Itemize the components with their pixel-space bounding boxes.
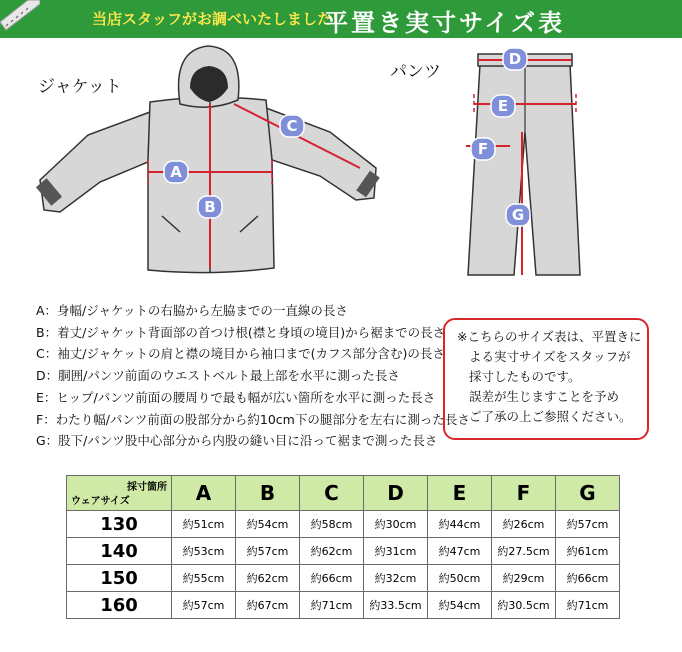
marker-b <box>198 196 222 218</box>
measurement-markers <box>0 0 682 300</box>
corner-size-label: ウェアサイズ <box>71 496 130 507</box>
value-cell: 約66cm <box>300 565 364 592</box>
table-row <box>67 592 620 619</box>
value-cell: 約33.5cm <box>364 592 428 619</box>
value-cell: 約58cm <box>300 511 364 538</box>
measurement-descriptions <box>36 300 470 452</box>
column-header-d: D <box>364 476 428 511</box>
svg-text:F: F <box>477 140 489 158</box>
marker-d <box>503 48 527 70</box>
marker-e <box>491 95 515 117</box>
value-cell: 約57cm <box>556 511 620 538</box>
value-cell: 約29cm <box>492 565 556 592</box>
column-header-e: E <box>428 476 492 511</box>
description-c: C：袖丈/ジャケットの肩と襟の境目から袖口まで(カフス部分含む)の長さ <box>36 346 445 362</box>
value-cell: 約54cm <box>236 511 300 538</box>
column-header-c: C <box>300 476 364 511</box>
value-cell: 約27.5cm <box>492 538 556 565</box>
value-cell: 約57cm <box>236 538 300 565</box>
value-cell: 約30cm <box>364 511 428 538</box>
value-cell: 約44cm <box>428 511 492 538</box>
value-cell: 約57cm <box>172 592 236 619</box>
svg-text:C: C <box>286 117 298 135</box>
value-cell: 約51cm <box>172 511 236 538</box>
value-cell: 約30.5cm <box>492 592 556 619</box>
marker-a <box>164 161 188 183</box>
marker-f <box>471 138 495 160</box>
banner-title: 平置き実寸サイズ表 <box>324 9 566 37</box>
pants-label: パンツ <box>390 62 441 82</box>
table-corner-header <box>67 476 172 511</box>
column-header-g: G <box>556 476 620 511</box>
banner-subtitle: 当店スタッフがお調べいたしました! <box>92 10 339 28</box>
size-cell: 150 <box>67 565 172 592</box>
column-header-b: B <box>236 476 300 511</box>
value-cell: 約62cm <box>236 565 300 592</box>
value-cell: 約50cm <box>428 565 492 592</box>
size-table <box>66 475 620 619</box>
description-d: D：胴囲/パンツ前面のウエストベルト最上部を水平に測った長さ <box>36 368 400 384</box>
note-line: 誤差が生じますことを予め <box>469 389 620 404</box>
svg-text:G: G <box>511 206 525 224</box>
table-row <box>67 538 620 565</box>
marker-g <box>506 204 530 226</box>
note-line: 採寸したものです。 <box>469 369 581 384</box>
svg-text:E: E <box>497 97 509 115</box>
value-cell: 約62cm <box>300 538 364 565</box>
description-g: G：股下/パンツ股中心部分から内股の縫い目に沿って裾まで測った長さ <box>36 433 438 449</box>
table-row <box>67 565 620 592</box>
jacket-label: ジャケット <box>38 77 122 97</box>
column-header-a: A <box>172 476 236 511</box>
size-cell: 140 <box>67 538 172 565</box>
svg-text:D: D <box>508 50 522 68</box>
value-cell: 約61cm <box>556 538 620 565</box>
description-a: A：身幅/ジャケットの右脇から左脇までの一直線の長さ <box>36 303 348 318</box>
column-header-f: F <box>492 476 556 511</box>
description-e: E：ヒップ/パンツ前面の腰周りで最も幅が広い箇所を水平に測った長さ <box>36 389 436 405</box>
value-cell: 約53cm <box>172 538 236 565</box>
value-cell: 約66cm <box>556 565 620 592</box>
description-b: B：着丈/ジャケット背面部の首つけ根(襟と身頃の境目)から裾までの長さ <box>36 324 446 340</box>
value-cell: 約32cm <box>364 565 428 592</box>
description-f: F：わたり幅/パンツ前面の股部分から約10cm下の腿部分を左右に測った長さ <box>36 411 470 427</box>
value-cell: 約31cm <box>364 538 428 565</box>
table-row <box>67 511 620 538</box>
value-cell: 約26cm <box>492 511 556 538</box>
marker-c <box>280 115 304 137</box>
note-line: ※こちらのサイズ表は、平置きに <box>457 329 642 344</box>
value-cell: 約47cm <box>428 538 492 565</box>
value-cell: 約55cm <box>172 565 236 592</box>
measurement-note <box>443 318 649 440</box>
note-line: ご了承の上ご参照ください。 <box>469 409 632 424</box>
corner-measure-label: 採寸箇所 <box>127 482 167 493</box>
value-cell: 約71cm <box>300 592 364 619</box>
svg-text:A: A <box>170 163 182 181</box>
svg-text:B: B <box>204 198 216 216</box>
value-cell: 約67cm <box>236 592 300 619</box>
note-line: よる実寸サイズをスタッフが <box>469 349 631 364</box>
size-cell: 130 <box>67 511 172 538</box>
table-header-row <box>67 476 620 511</box>
value-cell: 約54cm <box>428 592 492 619</box>
size-cell: 160 <box>67 592 172 619</box>
value-cell: 約71cm <box>556 592 620 619</box>
